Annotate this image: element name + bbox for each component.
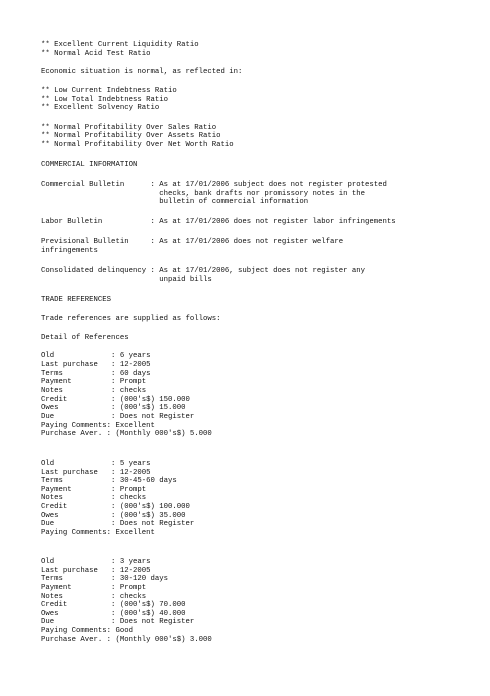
reference-field: Owes : (000's$) 15.000 xyxy=(41,404,186,412)
reference-field: Paying Comments: Excellent xyxy=(41,422,155,430)
section-heading: COMMERCIAL INFORMATION xyxy=(41,161,138,169)
reference-field: Paying Comments: Excellent xyxy=(41,529,155,537)
reference-field: Last purchase : 12-2005 xyxy=(41,361,151,369)
reference-field: Notes : checks xyxy=(41,387,147,395)
reference-field: Old : 3 years xyxy=(41,558,151,566)
bulletin-line: infringements xyxy=(41,247,98,255)
text-line: Economic situation is normal, as reflected in: xyxy=(41,68,243,76)
reference-field: Credit : (000's$) 150.000 xyxy=(41,396,190,404)
ratio-line: ** Normal Acid Test Ratio xyxy=(41,50,151,58)
reference-field: Credit : (000's$) 70.000 xyxy=(41,601,186,609)
section-heading: TRADE REFERENCES xyxy=(41,296,112,304)
reference-field: Payment : Prompt xyxy=(41,486,147,494)
reference-field: Payment : Prompt xyxy=(41,584,147,592)
bulletin-line: Commercial Bulletin : As at 17/01/2006 subject does not register protested xyxy=(41,181,387,189)
reference-field: Purchase Aver. : (Monthly 000's$) 3.000 xyxy=(41,636,212,644)
text-line: Trade references are supplied as follows: xyxy=(41,315,221,323)
ratio-line: ** Normal Profitability Over Assets Ratio xyxy=(41,132,221,140)
ratio-line: ** Excellent Current Liquidity Ratio xyxy=(41,41,199,49)
reference-field: Notes : checks xyxy=(41,494,147,502)
bulletin-line: checks, bank drafts nor promissory notes in the xyxy=(41,190,366,198)
ratio-line: ** Low Total Indebtness Ratio xyxy=(41,96,168,104)
reference-field: Owes : (000's$) 40.000 xyxy=(41,610,186,618)
reference-field: Due : Does not Register xyxy=(41,520,195,528)
ratio-line: ** Excellent Solvency Ratio xyxy=(41,104,160,112)
reference-field: Owes : (000's$) 35.000 xyxy=(41,512,186,520)
reference-field: Old : 5 years xyxy=(41,460,151,468)
bulletin-line: Consolidated delinquency : As at 17/01/2006, subject does not register any xyxy=(41,267,366,275)
ratio-line: ** Normal Profitability Over Net Worth Ratio xyxy=(41,141,234,149)
reference-field: Last purchase : 12-2005 xyxy=(41,567,151,575)
text-line: Detail of References xyxy=(41,334,129,342)
bulletin-line: bulletin of commercial information xyxy=(41,198,309,206)
ratio-line: ** Low Current Indebtness Ratio xyxy=(41,87,177,95)
reference-field: Terms : 30-120 days xyxy=(41,575,168,583)
reference-field: Purchase Aver. : (Monthly 000's$) 5.000 xyxy=(41,430,212,438)
bulletin-line: Previsional Bulletin : As at 17/01/2006 does not register welfare xyxy=(41,238,344,246)
reference-field: Payment : Prompt xyxy=(41,378,147,386)
reference-field: Due : Does not Register xyxy=(41,413,195,421)
ratio-line: ** Normal Profitability Over Sales Ratio xyxy=(41,124,217,132)
reference-field: Last purchase : 12-2005 xyxy=(41,469,151,477)
reference-field: Credit : (000's$) 100.000 xyxy=(41,503,190,511)
reference-field: Terms : 30-45-60 days xyxy=(41,477,177,485)
reference-field: Notes : checks xyxy=(41,593,147,601)
reference-field: Paying Comments: Good xyxy=(41,627,133,635)
reference-field: Old : 6 years xyxy=(41,352,151,360)
reference-field: Due : Does not Register xyxy=(41,618,195,626)
bulletin-line: Labor Bulletin : As at 17/01/2006 does not register labor infringements xyxy=(41,218,396,226)
reference-field: Terms : 60 days xyxy=(41,370,151,378)
bulletin-line: unpaid bills xyxy=(41,276,212,284)
